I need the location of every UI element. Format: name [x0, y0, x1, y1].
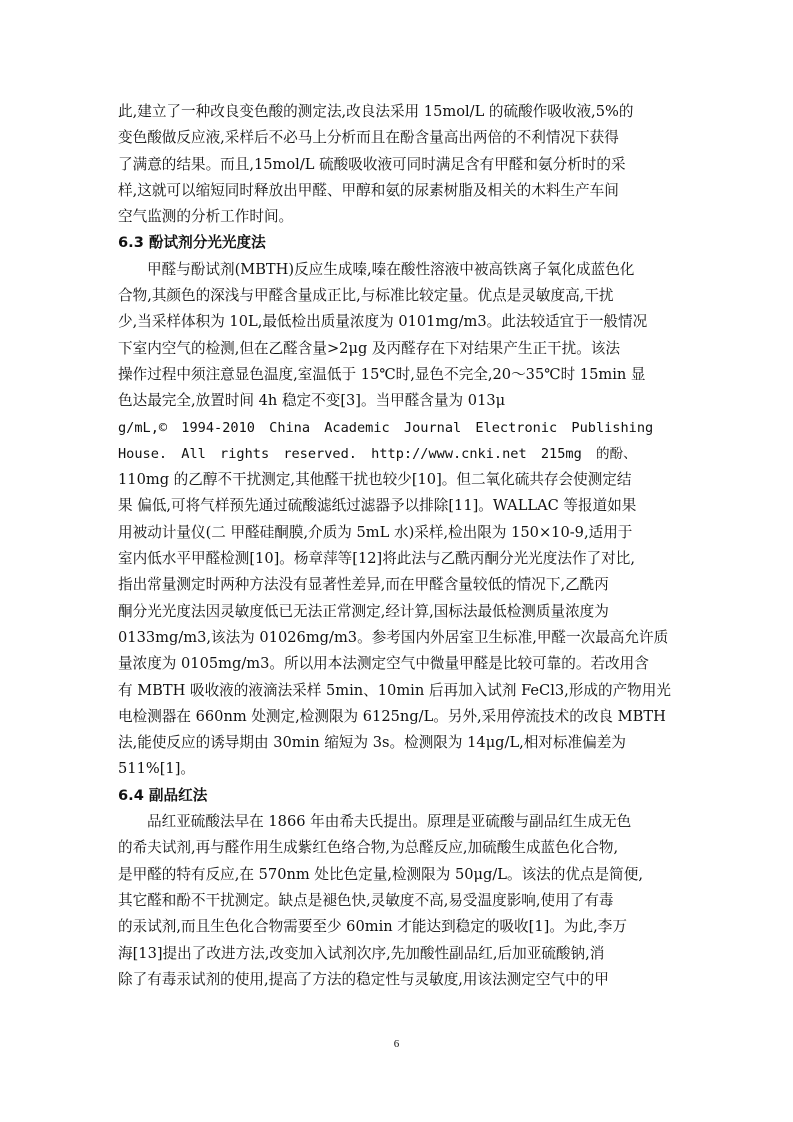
copyright-notice-line: House. All rights reserved. http://www.cnki.net 215mg 的酚、 [118, 445, 637, 462]
paragraph-line: 是甲醛的特有反应,在 570nm 处比色定量,检测限为 50μg/L。该法的优点是简便, [118, 865, 643, 883]
paragraph-line: 其它醛和酚不干扰测定。缺点是褪色快,灵敏度不高,易受温度影响,使用了有毒 [118, 891, 614, 909]
paragraph-line: 品红亚硫酸法早在 1866 年由希夫氏提出。原理是亚硫酸与副品红生成无色 [147, 813, 632, 831]
paragraph-line: 下室内空气的检测,但在乙醛含量>2μg 及丙醛存在下对结果产生正干扰。该法 [118, 339, 621, 357]
paragraph-line: 0133mg/m3,该法为 01026mg/m3。参考国内外居室卫生标准,甲醛一次最高允许质 [118, 628, 669, 646]
section-heading-6-4: 6.4 副品红法 [118, 786, 208, 804]
paragraph-line: 酮分光光度法因灵敏度低已无法正常测定,经计算,国标法最低检测质量浓度为 [118, 602, 609, 620]
paragraph-line: 的汞试剂,而且生色化合物需要至少 60min 才能达到稳定的吸收[1]。为此,李万 [118, 918, 627, 936]
paragraph-line: 样,这就可以缩短同时释放出甲醛、甲醇和氨的尿素树脂及相关的木料生产车间 [118, 181, 619, 199]
paragraph-line: 的希夫试剂,再与醛作用生成紫红色络合物,为总醛反应,加硫酸生成蓝色化合物, [118, 839, 619, 857]
paragraph-line: 色达最完全,放置时间 4h 稳定不变[3]。当甲醛含量为 013μ [118, 392, 506, 410]
paragraph-line: 法,能使反应的诱导期由 30min 缩短为 3s。检测限为 14μg/L,相对标准偏差为 [118, 734, 626, 752]
paragraph-line: 有 MBTH 吸收液的液滴法采样 5min、10min 后再加入试剂 FeCl3,形成的产物用光 [118, 681, 671, 699]
paragraph-line: 海[13]提出了改进方法,改变加入试剂次序,先加酸性副品红,后加亚硫酸钠,消 [118, 944, 605, 962]
paragraph-line: 511%[1]。 [118, 760, 195, 778]
paragraph-line: 少,当采样体积为 10L,最低检出质量浓度为 0101mg/m3。此法较适宜于一般情况 [118, 313, 648, 331]
paragraph-line: 果 偏低,可将气样预先通过硫酸滤纸过滤器予以排除[11]。WALLAC 等报道如果 [118, 497, 637, 515]
body-text [118, 99, 683, 993]
paragraph-line: 指出常量测定时两种方法没有显著性差异,而在甲醛含量较低的情况下,乙酰丙 [118, 576, 609, 594]
paragraph-line: 甲醛与酚试剂(MBTH)反应生成嗪,嗪在酸性溶液中被高铁离子氧化成蓝色化 [147, 260, 635, 278]
paragraph-line: 此,建立了一种改良变色酸的测定法,改良法采用 15mol/L 的硫酸作吸收液,5%的 [118, 103, 634, 120]
section-heading-6-3: 6.3 酚试剂分光光度法 [118, 234, 266, 252]
paragraph-line: 空气监测的分析工作时间。 [118, 208, 294, 226]
paragraph-line: 用被动计量仪(二 甲醛硅酮膜,介质为 5mL 水)采样,检出限为 150×10-9,适用于 [118, 523, 633, 541]
paragraph-line: 量浓度为 0105mg/m3。所以用本法测定空气中微量甲醛是比较可靠的。若改用含 [118, 655, 649, 673]
paragraph-line: 110mg 的乙醇不干扰测定,其他醛干扰也较少[10]。但二氧化硫共存会使测定结 [118, 471, 632, 489]
copyright-notice-line: g/mL,© 1994-2010 China Academic Journal Electronic Publishing [118, 419, 654, 436]
page-number: 6 [393, 1038, 400, 1050]
paragraph-line: 操作过程中须注意显色温度,室温低于 15℃时,显色不完全,20～35℃时 15min 显 [118, 365, 646, 383]
paragraph-line: 了满意的结果。而且,15mol/L 硫酸吸收液可同时满足含有甲醛和氨分析时的采 [118, 155, 626, 173]
paragraph-line: 合物,其颜色的深浅与甲醛含量成正比,与标准比较定量。优点是灵敏度高,干扰 [118, 287, 614, 305]
paragraph-line: 室内低水平甲醛检测[10]。杨章萍等[12]将此法与乙酰丙酮分光光度法作了对比, [118, 550, 635, 568]
paragraph-line: 变色酸做反应液,采样后不必马上分析而且在酚含量高出两倍的不利情况下获得 [118, 129, 619, 147]
paragraph-line: 电检测器在 660nm 处测定,检测限为 6125ng/L。另外,采用停流技术的改良 MBTH [118, 707, 666, 725]
paragraph-line: 除了有毒汞试剂的使用,提高了方法的稳定性与灵敏度,用该法测定空气中的甲 [118, 970, 609, 988]
